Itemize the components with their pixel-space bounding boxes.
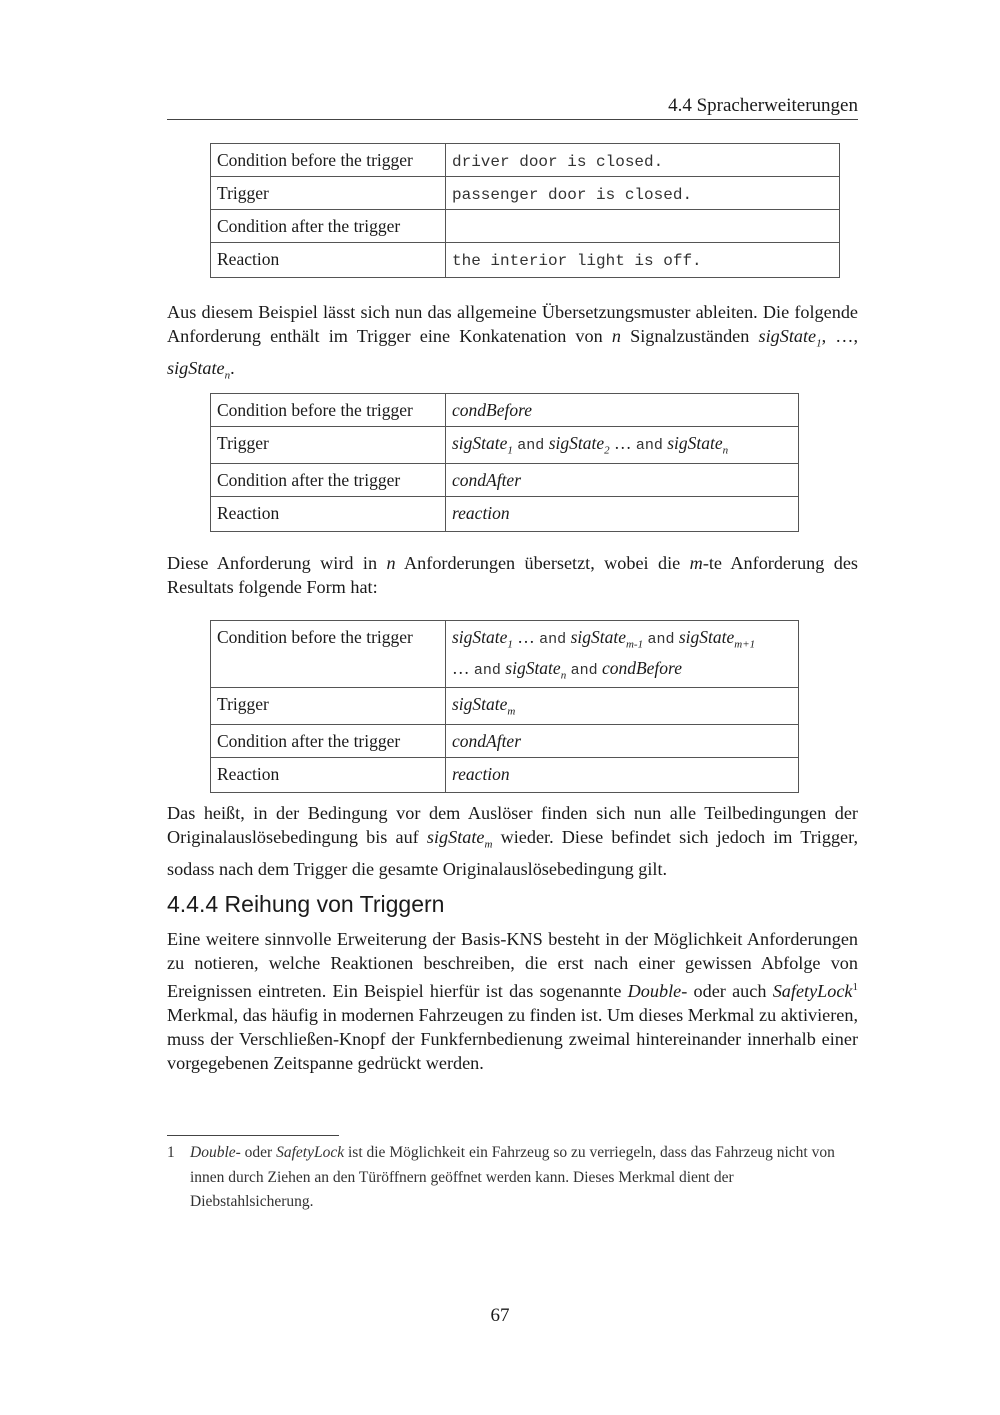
row-label: Condition after the trigger — [211, 463, 446, 496]
footnote — [167, 1141, 858, 1215]
table-row — [211, 463, 799, 496]
row-value — [446, 210, 840, 243]
row-value: reaction — [446, 757, 799, 792]
footnote-reference[interactable]: 1 — [852, 981, 858, 993]
row-label: Trigger — [211, 688, 446, 725]
row-label: Reaction — [211, 757, 446, 792]
row-label: Trigger — [211, 177, 446, 210]
row-label: Reaction — [211, 243, 446, 278]
running-header: 4.4 Spracherweiterungen — [167, 95, 858, 120]
example-requirement-table — [210, 143, 840, 278]
row-value: reaction — [446, 496, 799, 531]
mth-requirement-table — [210, 620, 799, 793]
row-label: Reaction — [211, 496, 446, 531]
row-value: sigState$_1$ … and sigState$_{m-1}$ and sigState$_{m+1}$ … and sigState$_n$ and condBefore — [446, 621, 799, 688]
footnote-number: 1 — [167, 1144, 175, 1161]
table-row — [211, 427, 799, 464]
paragraph: Das heißt, in der Bedingung vor dem Auslöser finden sich nun alle Teilbedingungen der Originalauslösebedingung bis auf sigState$_m$ wieder. Diese befindet sich jedoch im Trigger, sodass nach dem Trigger die gesamte Originalauslösebedingung gilt. — [167, 803, 858, 879]
general-pattern-table — [210, 393, 799, 532]
table-row — [211, 210, 840, 243]
row-label: Condition after the trigger — [211, 724, 446, 757]
table-row — [211, 243, 840, 278]
table-row — [211, 621, 799, 688]
table-row — [211, 177, 840, 210]
row-value: passenger door is closed. — [446, 177, 840, 210]
table-row — [211, 688, 799, 725]
row-value: condBefore — [446, 394, 799, 427]
row-value: sigState$_m$ — [446, 688, 799, 725]
row-label: Condition before the trigger — [211, 394, 446, 427]
row-label: Condition before the trigger — [211, 144, 446, 177]
row-value: condAfter — [446, 463, 799, 496]
table-row — [211, 724, 799, 757]
paragraph: Aus diesem Beispiel lässt sich nun das allgemeine Übersetzungsmuster ableiten. Die folgende Anforderung enthält im Trigger eine Konkatenation von n Signalzuständen sigState$_1$, …, sigState$_n$. — [167, 302, 859, 382]
row-value: the interior light is off. — [446, 243, 840, 278]
table-row — [211, 394, 799, 427]
row-value: sigState$_1$ and sigState$_2$ … and sigState$_n$ — [446, 427, 799, 464]
paragraph: Eine weitere sinnvolle Erweiterung der Basis-KNS besteht in der Möglichkeit Anforderungen zu notieren, welche Reaktionen beschreiben, die erst nach einer gewissen Abfolge von Ereignissen eintreten. Ein Beispiel hierfür ist das sogenannte Double- oder auch SafetyLock$^1$ Merkmal, das häufig in modernen Fahrzeugen zu finden ist. Um dieses Merkmal zu aktivieren, muss der Verschließen-Knopf der Funkfernbedienung zweimal hintereinander innerhalb einer vorgegebenen Zeitspanne gedrückt werden. — [167, 929, 858, 1074]
footnote-text: Double- oder SafetyLock ist die Möglichkeit ein Fahrzeug so zu verriegeln, dass das Fahrzeug nicht von innen durch Ziehen an den Türöffnern geöffnet werden kann. Dieses Merkmal dient der Diebstahlsicherung. — [190, 1144, 835, 1210]
row-label: Condition after the trigger — [211, 210, 446, 243]
page-number: 67 — [490, 1305, 510, 1326]
paragraph: Diese Anforderung wird in n Anforderungen übersetzt, wobei die m-te Anforderung des Resultats folgende Form hat: — [167, 553, 859, 597]
row-label: Condition before the trigger — [211, 621, 446, 688]
row-value: driver door is closed. — [446, 144, 840, 177]
row-value: condAfter — [446, 724, 799, 757]
table-row — [211, 757, 799, 792]
row-label: Trigger — [211, 427, 446, 464]
footnote-separator — [167, 1135, 339, 1136]
table-row — [211, 144, 840, 177]
section-heading: 4.4.4 Reihung von Triggern — [167, 891, 445, 917]
table-row — [211, 496, 799, 531]
